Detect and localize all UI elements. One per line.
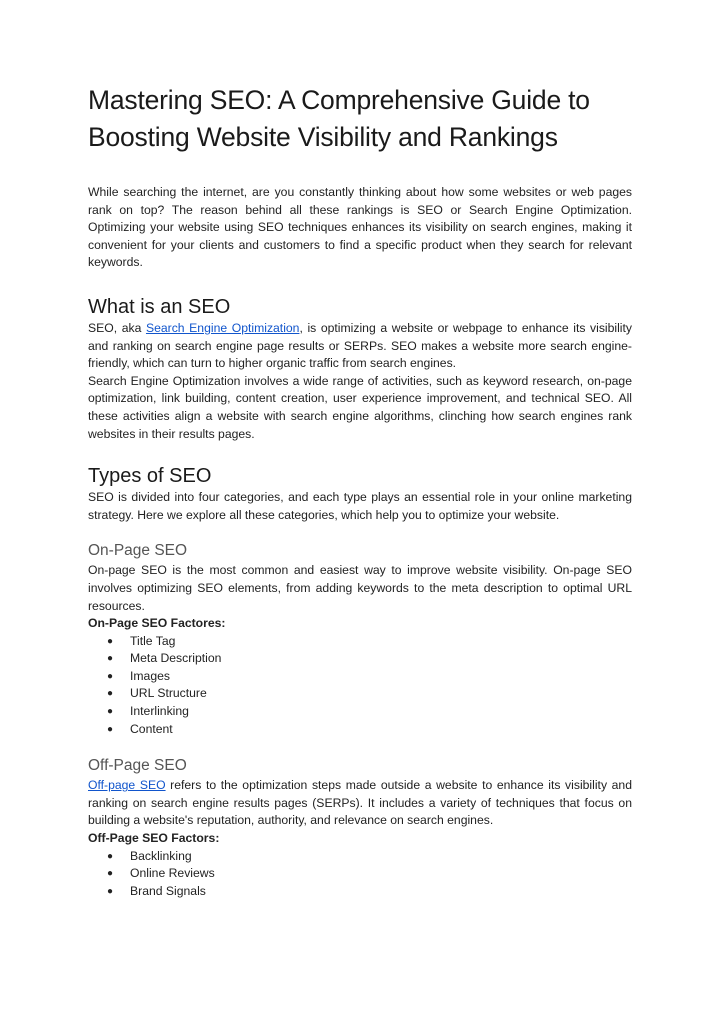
what-is-paragraph-2: Search Engine Optimization involves a wide range of activities, such as keyword research, on-page optimization, link building, content creation, user experience improvement, and technical SEO. All these activities align a website with search engine algorithms, clinching how search engines rank websites in their results pages. bbox=[88, 373, 632, 441]
list-item: ● Backlinking bbox=[130, 848, 632, 866]
intro-paragraph: While searching the internet, are you constantly thinking about how some websites or web pages rank on top? The reason behind all these rankings is SEO or Search Engine Optimization. Optimizing your website using SEO techniques enhances its visibility on search engines, making it convenient for your clients and customers to find a specific product when they search for relevant keywords. bbox=[88, 185, 632, 270]
search-engine-optimization-link[interactable]: Search Engine Optimization bbox=[145, 320, 300, 335]
list-item: ● Images bbox=[130, 668, 632, 686]
bullet-icon: ● bbox=[107, 885, 114, 897]
off-page-factors-list bbox=[88, 848, 632, 901]
subsection-heading-off-page: Off-Page SEO bbox=[88, 757, 187, 775]
list-item: ● URL Structure bbox=[130, 685, 632, 703]
list-item: ● Interlinking bbox=[130, 703, 632, 721]
page-title: Mastering SEO: A Comprehensive Guide to Boosting Website Visibility and Rankings bbox=[88, 85, 590, 152]
on-page-paragraph: On-page SEO is the most common and easiest way to improve website visibility. On-page SEO involves optimizing SEO elements, from adding keywords to the meta description to optimal URL resources. bbox=[88, 563, 632, 613]
section-heading-what-is: What is an SEO bbox=[88, 295, 231, 318]
types-paragraph: SEO is divided into four categories, and each type plays an essential role in your online marketing strategy. Here we explore all these categories, which help you to optimize your website. bbox=[88, 490, 632, 522]
section-heading-types: Types of SEO bbox=[88, 465, 212, 488]
bullet-icon: ● bbox=[107, 850, 114, 862]
what-is-text-after: , is optimizing a website or webpage to enhance its visibility and ranking on search engine page results or SERPs. SEO makes a website more search engine-friendly, which can turn to higher organic traffic from search engines. bbox=[88, 320, 632, 371]
off-page-seo-link[interactable]: Off-page SEO bbox=[88, 778, 166, 793]
bullet-icon: ● bbox=[107, 653, 114, 665]
list-item: ● Brand Signals bbox=[130, 883, 632, 901]
bullet-icon: ● bbox=[107, 635, 114, 647]
what-is-paragraph-1 bbox=[88, 320, 632, 373]
subsection-heading-on-page: On-Page SEO bbox=[88, 542, 188, 560]
bullet-icon: ● bbox=[107, 670, 114, 682]
what-is-text-before: SEO, aka bbox=[88, 320, 146, 335]
list-item: ● Content bbox=[130, 721, 632, 739]
list-item: ● Meta Description bbox=[130, 650, 632, 668]
off-page-paragraph bbox=[88, 777, 632, 830]
off-page-text-after: refers to the optimization steps made outside a website to enhance its visibility and ranking on search engine results pages (SERPs). It includes a variety of techniques that focus on building a website's reputation, authority, and relevance on search engines. bbox=[88, 778, 632, 828]
bullet-icon: ● bbox=[107, 868, 114, 880]
bullet-icon: ● bbox=[107, 723, 114, 735]
on-page-factors-list bbox=[88, 633, 632, 739]
on-page-factors-title: On-Page SEO Factores: bbox=[88, 616, 226, 631]
off-page-factors-title: Off-Page SEO Factors: bbox=[88, 831, 220, 846]
bullet-icon: ● bbox=[107, 688, 114, 700]
bullet-icon: ● bbox=[107, 706, 114, 718]
list-item: ● Title Tag bbox=[130, 633, 632, 651]
list-item: ● Online Reviews bbox=[130, 865, 632, 883]
